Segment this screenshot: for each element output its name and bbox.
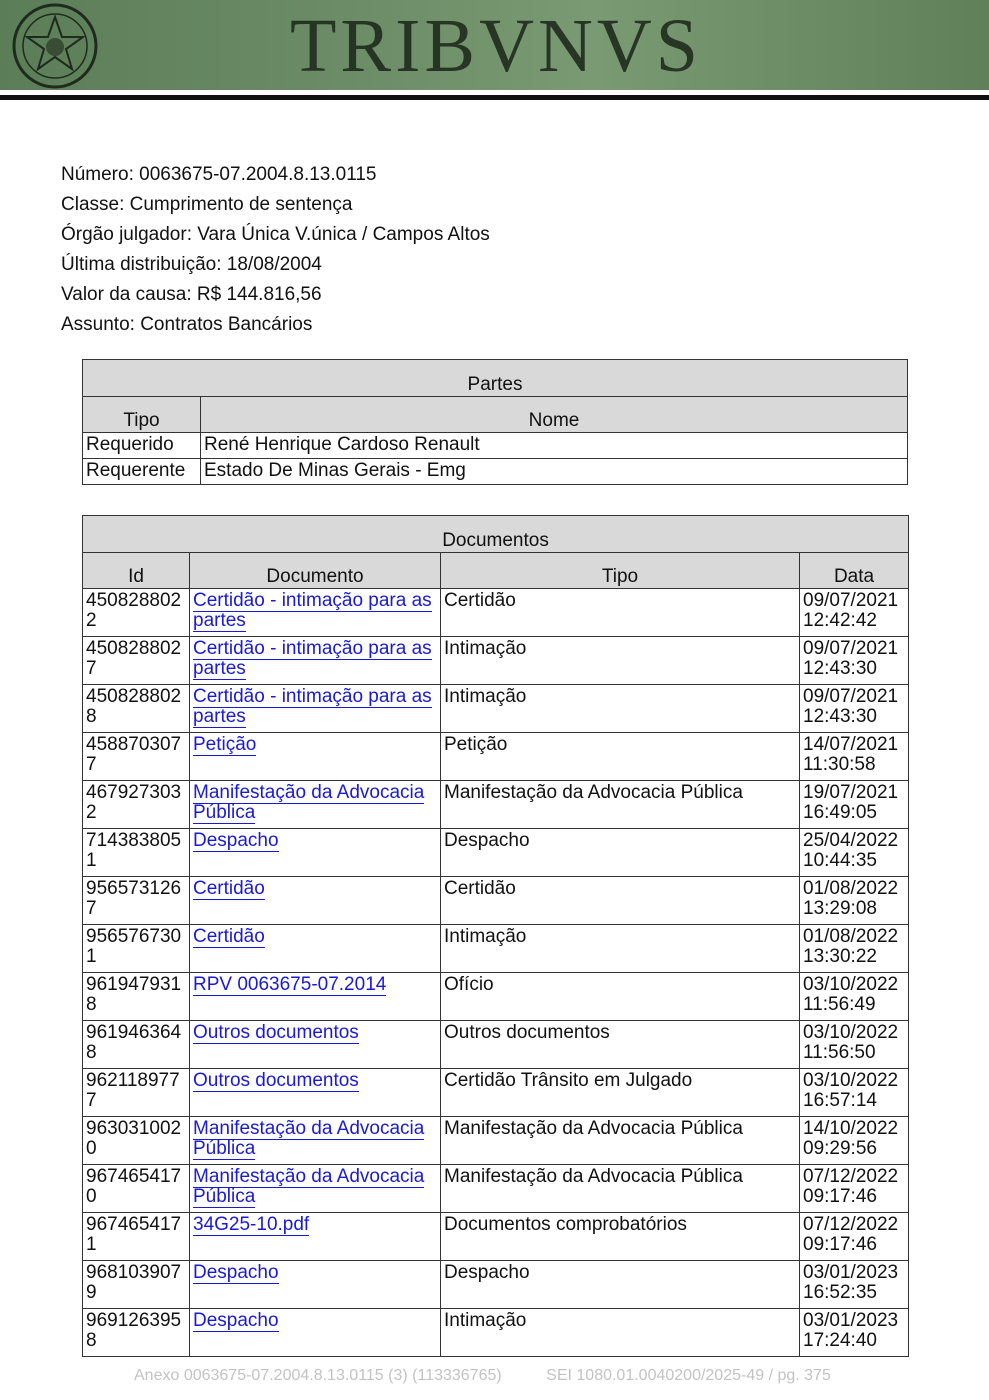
document-tipo: Certidão bbox=[441, 877, 800, 925]
document-id: 9565767301 bbox=[83, 925, 190, 973]
document-cell bbox=[190, 637, 441, 685]
document-cell bbox=[190, 925, 441, 973]
table-row bbox=[83, 733, 909, 781]
document-tipo: Certidão Trânsito em Julgado bbox=[441, 1069, 800, 1117]
table-row bbox=[83, 589, 909, 637]
document-tipo: Certidão bbox=[441, 589, 800, 637]
document-data: 07/12/2022 09:17:46 bbox=[800, 1213, 909, 1261]
document-cell bbox=[190, 1021, 441, 1069]
document-cell bbox=[190, 1309, 441, 1357]
document-tipo: Documentos comprobatórios bbox=[441, 1213, 800, 1261]
document-link[interactable]: RPV 0063675-07.2014 bbox=[193, 974, 387, 995]
footer-annex: Anexo 0063675-07.2004.8.13.0115 (3) (113336765) bbox=[134, 1367, 502, 1384]
document-id: 4679273032 bbox=[83, 781, 190, 829]
partes-header-tipo: Tipo bbox=[83, 397, 201, 433]
document-data: 09/07/2021 12:42:42 bbox=[800, 589, 909, 637]
documentos-title: Documentos bbox=[83, 516, 909, 553]
brand-title: TRIBVNVS bbox=[290, 4, 703, 88]
table-row bbox=[83, 781, 909, 829]
document-link[interactable]: Despacho bbox=[193, 1262, 279, 1283]
document-link[interactable]: Manifestação da Advocacia Pública bbox=[193, 1118, 425, 1159]
document-cell bbox=[190, 589, 441, 637]
document-tipo: Intimação bbox=[441, 637, 800, 685]
document-id: 9621189777 bbox=[83, 1069, 190, 1117]
document-tipo: Intimação bbox=[441, 1309, 800, 1357]
document-link[interactable]: Manifestação da Advocacia Pública bbox=[193, 782, 425, 823]
metadata-line: Órgão julgador: Vara Única V.única / Campos Altos bbox=[61, 224, 490, 245]
document-cell bbox=[190, 973, 441, 1021]
document-id: 4508288028 bbox=[83, 685, 190, 733]
metadata-line: Número: 0063675-07.2004.8.13.0115 bbox=[61, 164, 377, 185]
document-data: 03/10/2022 11:56:50 bbox=[800, 1021, 909, 1069]
document-id: 9565731267 bbox=[83, 877, 190, 925]
document-link[interactable]: 34G25-10.pdf bbox=[193, 1214, 310, 1235]
document-id: 4508288027 bbox=[83, 637, 190, 685]
document-cell bbox=[190, 1117, 441, 1165]
table-row bbox=[83, 433, 908, 459]
document-tipo: Manifestação da Advocacia Pública bbox=[441, 781, 800, 829]
document-data: 25/04/2022 10:44:35 bbox=[800, 829, 909, 877]
table-row bbox=[83, 1261, 909, 1309]
document-data: 09/07/2021 12:43:30 bbox=[800, 637, 909, 685]
document-cell bbox=[190, 1069, 441, 1117]
document-link[interactable]: Outros documentos bbox=[193, 1022, 359, 1043]
parte-nome: Estado De Minas Gerais - Emg bbox=[201, 459, 908, 485]
document-cell bbox=[190, 829, 441, 877]
documentos-header-id: Id bbox=[83, 553, 190, 589]
document-id: 7143838051 bbox=[83, 829, 190, 877]
metadata-line: Assunto: Contratos Bancários bbox=[61, 314, 313, 335]
document-cell bbox=[190, 685, 441, 733]
parte-tipo: Requerente bbox=[83, 459, 201, 485]
document-tipo: Despacho bbox=[441, 829, 800, 877]
document-id: 4508288022 bbox=[83, 589, 190, 637]
document-link[interactable]: Certidão bbox=[193, 878, 265, 899]
metadata-line: Última distribuição: 18/08/2004 bbox=[61, 254, 322, 275]
table-row bbox=[83, 459, 908, 485]
table-row bbox=[83, 973, 909, 1021]
document-tipo: Intimação bbox=[441, 925, 800, 973]
metadata-line: Valor da causa: R$ 144.816,56 bbox=[61, 284, 322, 305]
document-id: 9630310020 bbox=[83, 1117, 190, 1165]
document-data: 07/12/2022 09:17:46 bbox=[800, 1165, 909, 1213]
document-link[interactable]: Certidão bbox=[193, 926, 265, 947]
partes-title: Partes bbox=[83, 360, 908, 397]
document-link[interactable]: Manifestação da Advocacia Pública bbox=[193, 1166, 425, 1207]
document-data: 19/07/2021 16:49:05 bbox=[800, 781, 909, 829]
document-link[interactable]: Certidão - intimação para as partes bbox=[193, 590, 432, 631]
document-id: 4588703077 bbox=[83, 733, 190, 781]
documentos-table bbox=[82, 515, 909, 1357]
metadata-line: Classe: Cumprimento de sentença bbox=[61, 194, 353, 215]
document-link[interactable]: Certidão - intimação para as partes bbox=[193, 686, 432, 727]
document-tipo: Outros documentos bbox=[441, 1021, 800, 1069]
table-row bbox=[83, 637, 909, 685]
parte-nome: René Henrique Cardoso Renault bbox=[201, 433, 908, 459]
document-data: 03/01/2023 16:52:35 bbox=[800, 1261, 909, 1309]
document-data: 03/10/2022 16:57:14 bbox=[800, 1069, 909, 1117]
table-row bbox=[83, 1117, 909, 1165]
table-row bbox=[83, 925, 909, 973]
document-id: 9674654170 bbox=[83, 1165, 190, 1213]
document-cell bbox=[190, 733, 441, 781]
document-data: 01/08/2022 13:30:22 bbox=[800, 925, 909, 973]
document-link[interactable]: Outros documentos bbox=[193, 1070, 359, 1091]
document-tipo: Despacho bbox=[441, 1261, 800, 1309]
table-row bbox=[83, 829, 909, 877]
page-footer bbox=[134, 1367, 831, 1385]
document-id: 9619463648 bbox=[83, 1021, 190, 1069]
document-data: 14/07/2021 11:30:58 bbox=[800, 733, 909, 781]
documentos-header-documento: Documento bbox=[190, 553, 441, 589]
table-row bbox=[83, 1165, 909, 1213]
footer-sei: SEI 1080.01.0040200/2025-49 / pg. 375 bbox=[546, 1367, 831, 1384]
document-data: 03/01/2023 17:24:40 bbox=[800, 1309, 909, 1357]
case-metadata bbox=[61, 160, 490, 340]
document-tipo: Ofício bbox=[441, 973, 800, 1021]
header-banner bbox=[0, 0, 989, 90]
document-data: 14/10/2022 09:29:56 bbox=[800, 1117, 909, 1165]
table-row bbox=[83, 877, 909, 925]
document-data: 09/07/2021 12:43:30 bbox=[800, 685, 909, 733]
documentos-header-tipo: Tipo bbox=[441, 553, 800, 589]
table-row bbox=[83, 1021, 909, 1069]
document-tipo: Manifestação da Advocacia Pública bbox=[441, 1165, 800, 1213]
table-row bbox=[83, 685, 909, 733]
document-cell bbox=[190, 781, 441, 829]
coat-of-arms-icon bbox=[12, 3, 98, 89]
table-row bbox=[83, 1213, 909, 1261]
document-cell bbox=[190, 1261, 441, 1309]
document-cell bbox=[190, 877, 441, 925]
document-link[interactable]: Petição bbox=[193, 734, 257, 755]
table-row bbox=[83, 1309, 909, 1357]
document-link[interactable]: Despacho bbox=[193, 830, 279, 851]
partes-table bbox=[82, 359, 908, 485]
partes-header-nome: Nome bbox=[201, 397, 908, 433]
documentos-header-data: Data bbox=[800, 553, 909, 589]
document-cell bbox=[190, 1165, 441, 1213]
document-data: 03/10/2022 11:56:49 bbox=[800, 973, 909, 1021]
document-link[interactable]: Certidão - intimação para as partes bbox=[193, 638, 432, 679]
document-tipo: Intimação bbox=[441, 685, 800, 733]
document-id: 9691263958 bbox=[83, 1309, 190, 1357]
document-data: 01/08/2022 13:29:08 bbox=[800, 877, 909, 925]
document-id: 9674654171 bbox=[83, 1213, 190, 1261]
document-cell bbox=[190, 1213, 441, 1261]
document-id: 9619479318 bbox=[83, 973, 190, 1021]
document-id: 9681039079 bbox=[83, 1261, 190, 1309]
document-tipo: Manifestação da Advocacia Pública bbox=[441, 1117, 800, 1165]
header-divider bbox=[0, 95, 989, 100]
parte-tipo: Requerido bbox=[83, 433, 201, 459]
document-tipo: Petição bbox=[441, 733, 800, 781]
document-link[interactable]: Despacho bbox=[193, 1310, 279, 1331]
table-row bbox=[83, 1069, 909, 1117]
